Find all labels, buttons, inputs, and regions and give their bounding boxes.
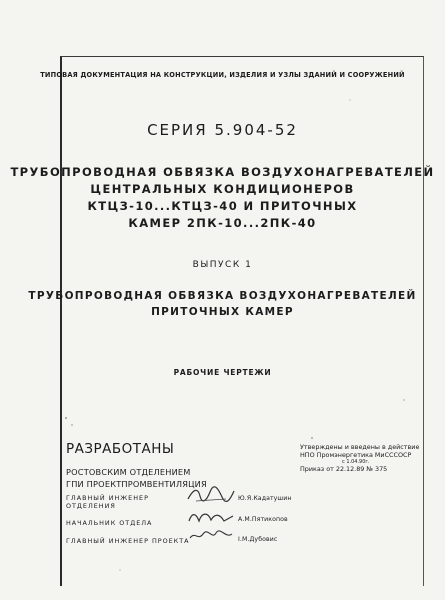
developer-heading: РАЗРАБОТАНЫ [66,441,175,457]
approval-line: с 1.04.90г. [342,459,370,465]
developer-org-line: ГПИ ПРОЕКТПРОМВЕНТИЛЯЦИЯ [66,479,207,489]
position-label: ГЛАВНЫЙ ИНЖЕНЕР [66,494,149,502]
drawings-label: РАБОЧИЕ ЧЕРТЕЖИ [173,368,272,377]
subtitle-line: ТРУБОПРОВОДНАЯ ОБВЯЗКА ВОЗДУХОНАГРЕВАТЕЛЕЙ [28,290,417,302]
approval-line: Приказ от 22.12.89 № 375 [300,465,388,473]
title-line: КАМЕР 2ПК-10...2ПК-40 [128,216,317,230]
issue-label: ВЫПУСК 1 [192,260,253,270]
approval-line: Утверждены и введены в действие [300,443,420,451]
position-label: ОТДЕЛЕНИЯ [66,502,116,510]
signatory-name: А.М.Пятикопов [238,516,288,523]
signatory-name: Ю.Я.Кадатушин [238,495,292,502]
developer-org-line: РОСТОВСКИМ ОТДЕЛЕНИЕМ [66,467,191,477]
position-label: ГЛАВНЫЙ ИНЖЕНЕР ПРОЕКТА [66,537,190,545]
title-line: ЦЕНТРАЛЬНЫХ КОНДИЦИОНЕРОВ [90,182,355,196]
title-line: КТЦЗ-10...КТЦЗ-40 И ПРИТОЧНЫХ [87,199,358,213]
title-line: ТРУБОПРОВОДНАЯ ОБВЯЗКА ВОЗДУХОНАГРЕВАТЕЛЕЙ [10,165,435,179]
signatory-name: I.М.Дубовис [238,536,278,543]
series-header: ТИПОВАЯ ДОКУМЕНТАЦИЯ НА КОНСТРУКЦИИ, ИЗДЕЛИЯ И УЗЛЫ ЗДАНИЙ И СООРУЖЕНИЙ [40,71,405,79]
series-number: СЕРИЯ 5.904-52 [147,121,298,139]
approval-line: НПО Промэнергетика МиСССОСР [300,451,412,459]
position-label: НАЧАЛЬНИК ОТДЕЛА [66,519,153,527]
subtitle-line: ПРИТОЧНЫХ КАМЕР [151,306,294,318]
